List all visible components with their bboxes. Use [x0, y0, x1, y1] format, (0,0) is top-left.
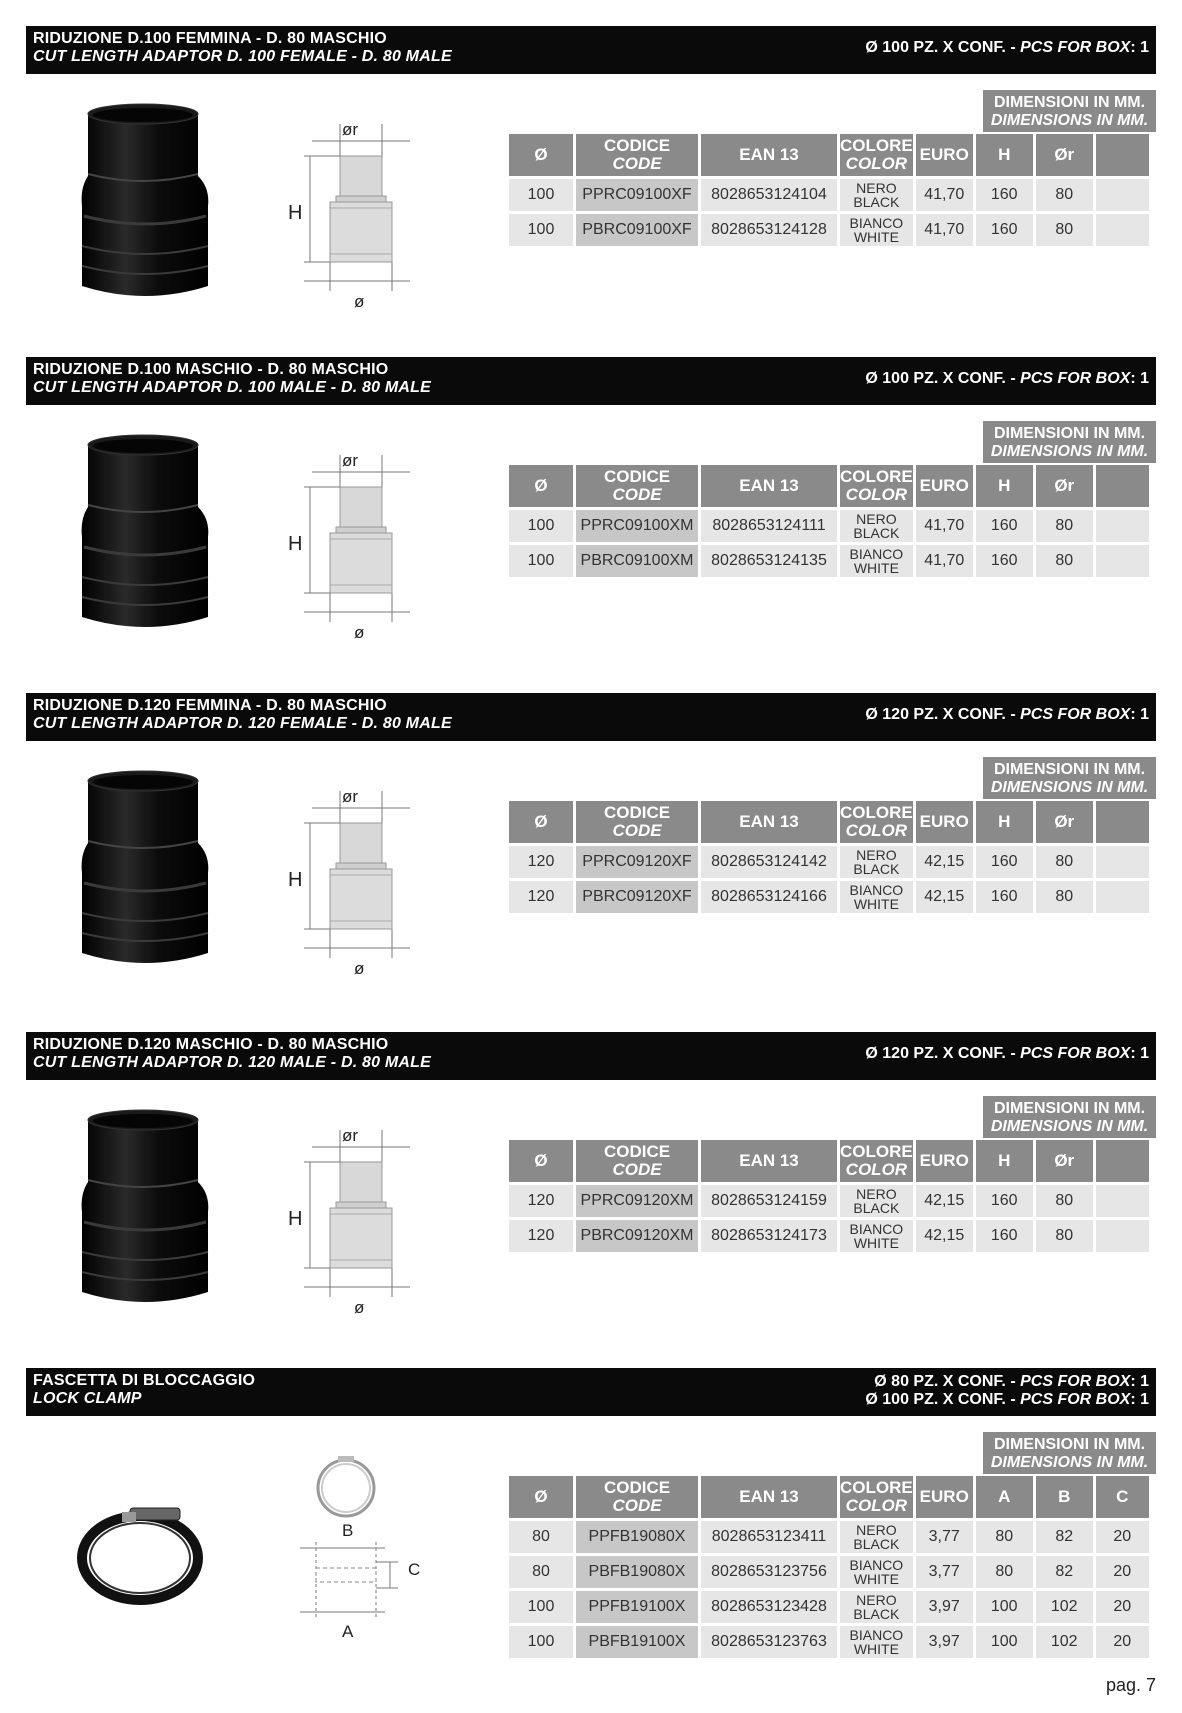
column-header-euro: EURO: [916, 134, 973, 176]
cell-d: 100: [509, 214, 573, 246]
pieces-label: Ø 80 PZ. X CONF. -: [874, 1373, 1021, 1390]
column-header-ean: EAN 13: [701, 1476, 837, 1518]
drawing-label-a: A: [342, 1622, 354, 1641]
product-image: [60, 96, 230, 316]
cell-code: PBRC09100XF: [576, 214, 698, 246]
cell-c2: 80: [1036, 510, 1093, 542]
pieces-label: Ø 100 PZ. X CONF. -: [865, 1391, 1021, 1408]
cell-ean: 8028653124142: [701, 846, 837, 878]
column-header-d: Ø: [509, 465, 573, 507]
pieces-label: Ø 120 PZ. X CONF. -: [865, 1045, 1021, 1062]
cell-code: PPRC09120XM: [576, 1185, 698, 1217]
cell-c3: 20: [1096, 1626, 1149, 1658]
cell-euro: 41,70: [916, 545, 973, 577]
cell-code: PBFB19080X: [576, 1556, 698, 1588]
pieces-label-en: PCS FOR BOX: [1020, 39, 1131, 56]
drawing-label-c: C: [408, 1560, 421, 1579]
section-title-en: CUT LENGTH ADAPTOR D. 120 FEMALE - D. 80 MALE: [33, 715, 452, 732]
column-header-c2: Ør: [1036, 1140, 1093, 1182]
pieces-label: Ø 100 PZ. X CONF. -: [865, 39, 1021, 56]
cell-c3: [1096, 179, 1149, 211]
drawing-label-d: ø: [354, 623, 365, 642]
product-image: [60, 427, 230, 647]
product-photo: [60, 1102, 230, 1322]
cell-c2: 80: [1036, 545, 1093, 577]
cell-color: [840, 881, 913, 913]
column-header-color-en: COLOR: [845, 821, 908, 840]
table-header-row: [509, 801, 1149, 843]
cell-d: 80: [509, 1556, 573, 1588]
cell-c1: 160: [976, 1220, 1033, 1252]
table-header-row: [509, 1476, 1149, 1518]
table-row: [509, 881, 1149, 913]
column-header-ean: EAN 13: [701, 134, 837, 176]
cell-color-en: BLACK: [853, 861, 900, 877]
cell-d: 100: [509, 179, 573, 211]
cell-code: PBFB19100X: [576, 1626, 698, 1658]
pieces-per-box: [865, 39, 1149, 57]
pieces-per-box: [865, 706, 1149, 724]
cell-c2: 82: [1036, 1521, 1093, 1553]
cell-color-it: NERO: [856, 511, 897, 527]
cell-ean: 8028653124135: [701, 545, 837, 577]
section-title-en: LOCK CLAMP: [33, 1390, 142, 1407]
cell-color-it: NERO: [856, 847, 897, 863]
dimensions-label-it: DIMENSIONI IN MM.: [993, 425, 1146, 442]
column-header-color: [840, 1140, 913, 1182]
technical-drawing: [290, 763, 430, 983]
column-header-c3: [1096, 801, 1149, 843]
cell-euro: 42,15: [916, 1220, 973, 1252]
cell-c2: 80: [1036, 1185, 1093, 1217]
product-image: [60, 763, 230, 983]
section-title-it: RIDUZIONE D.100 FEMMINA - D. 80 MASCHIO: [33, 30, 387, 47]
column-header-c1: H: [976, 1140, 1033, 1182]
cell-c2: 80: [1036, 1220, 1093, 1252]
column-header-color-en: COLOR: [845, 154, 908, 173]
column-header-code-en: CODE: [612, 154, 662, 173]
pieces-label-en: PCS FOR BOX: [1020, 1045, 1131, 1062]
cell-color: [840, 1591, 913, 1623]
pieces-count: : 1: [1130, 706, 1149, 723]
pieces-label-en: PCS FOR BOX: [1020, 1391, 1131, 1408]
product-section: [0, 1368, 1182, 1668]
column-header-ean: EAN 13: [701, 1140, 837, 1182]
cell-color: [840, 1626, 913, 1658]
cell-code: PBRC09120XM: [576, 1220, 698, 1252]
dimensions-label-en: DIMENSIONS IN MM.: [990, 112, 1149, 129]
cell-ean: 8028653124111: [701, 510, 837, 542]
table-row: [509, 510, 1149, 542]
technical-drawing: [290, 1102, 430, 1322]
drawing-label-b: B: [342, 1521, 354, 1540]
cell-color-it: BIANCO: [849, 215, 904, 231]
cell-ean: 8028653123411: [701, 1521, 837, 1553]
column-header-euro: EURO: [916, 1140, 973, 1182]
cell-c1: 160: [976, 881, 1033, 913]
column-header-color-it: COLORE: [840, 467, 913, 486]
dimensions-header: [983, 1096, 1156, 1138]
cell-color-en: WHITE: [853, 560, 899, 576]
column-header-c2: Ør: [1036, 465, 1093, 507]
drawing-label-h: H: [288, 202, 303, 224]
column-header-color-it: COLORE: [840, 803, 913, 822]
cell-color: [840, 1521, 913, 1553]
column-header-code-it: CODICE: [603, 803, 671, 822]
cell-d: 120: [509, 1185, 573, 1217]
column-header-c1: A: [976, 1476, 1033, 1518]
cell-c3: [1096, 214, 1149, 246]
table-header-row: [509, 134, 1149, 176]
column-header-d: Ø: [509, 1140, 573, 1182]
cell-code: PPFB19100X: [576, 1591, 698, 1623]
column-header-c3: [1096, 134, 1149, 176]
cell-c2: 102: [1036, 1626, 1093, 1658]
cell-c1: 160: [976, 179, 1033, 211]
cell-d: 120: [509, 846, 573, 878]
cell-color-it: NERO: [856, 1186, 897, 1202]
cell-color-en: BLACK: [853, 1536, 900, 1552]
pieces-per-box: [874, 1373, 1149, 1391]
column-header-c1: H: [976, 465, 1033, 507]
cell-euro: 41,70: [916, 214, 973, 246]
cell-code: PPRC09120XF: [576, 846, 698, 878]
section-header-bar: [26, 1032, 1156, 1080]
pieces-label: Ø 100 PZ. X CONF. -: [865, 370, 1021, 387]
pieces-label: Ø 120 PZ. X CONF. -: [865, 706, 1021, 723]
cell-color: [840, 1220, 913, 1252]
cell-color-it: BIANCO: [849, 546, 904, 562]
cell-color-it: NERO: [856, 1592, 897, 1608]
column-header-euro: EURO: [916, 465, 973, 507]
column-header-c2: Ør: [1036, 801, 1093, 843]
table-row: [509, 214, 1149, 246]
product-table: [506, 131, 1152, 249]
drawing-label-r: ør: [342, 787, 359, 806]
cell-code: PPFB19080X: [576, 1521, 698, 1553]
column-header-color: [840, 465, 913, 507]
cell-c3: [1096, 510, 1149, 542]
table-header-row: [509, 1140, 1149, 1182]
dimensions-label-en: DIMENSIONS IN MM.: [990, 443, 1149, 460]
cell-ean: 8028653123428: [701, 1591, 837, 1623]
column-header-c2: Ør: [1036, 134, 1093, 176]
column-header-code: [576, 1140, 698, 1182]
pieces-count: : 1: [1130, 370, 1149, 387]
cell-d: 100: [509, 510, 573, 542]
cell-c2: 80: [1036, 881, 1093, 913]
section-title-en: CUT LENGTH ADAPTOR D. 120 MALE - D. 80 MALE: [33, 1054, 431, 1071]
cell-color: [840, 1185, 913, 1217]
column-header-c2: B: [1036, 1476, 1093, 1518]
pieces-label-en: PCS FOR BOX: [1020, 706, 1131, 723]
cell-d: 100: [509, 1626, 573, 1658]
column-header-color: [840, 801, 913, 843]
cell-c1: 160: [976, 846, 1033, 878]
dimension-drawing: [290, 1102, 430, 1322]
product-table: [506, 1473, 1152, 1661]
technical-drawing: [290, 1438, 430, 1658]
cell-euro: 41,70: [916, 179, 973, 211]
dimensions-label-it: DIMENSIONI IN MM.: [993, 94, 1146, 111]
table-row: [509, 179, 1149, 211]
column-header-c3: C: [1096, 1476, 1149, 1518]
table-row: [509, 1556, 1149, 1588]
cell-ean: 8028653124159: [701, 1185, 837, 1217]
column-header-code-en: CODE: [612, 821, 662, 840]
section-title-en: CUT LENGTH ADAPTOR D. 100 FEMALE - D. 80 MALE: [33, 48, 452, 65]
column-header-code: [576, 134, 698, 176]
cell-c1: 160: [976, 1185, 1033, 1217]
table-header-row: [509, 465, 1149, 507]
cell-color-it: BIANCO: [849, 1627, 904, 1643]
table-row: [509, 846, 1149, 878]
cell-color-it: BIANCO: [849, 882, 904, 898]
table-row: [509, 1220, 1149, 1252]
cell-c1: 80: [976, 1556, 1033, 1588]
pieces-per-box: [865, 1391, 1149, 1409]
pieces-count: : 1: [1130, 39, 1149, 56]
column-header-ean: EAN 13: [701, 465, 837, 507]
dimensions-label-en: DIMENSIONS IN MM.: [990, 1454, 1149, 1471]
cell-ean: 8028653124128: [701, 214, 837, 246]
product-table: [506, 462, 1152, 580]
drawing-label-h: H: [288, 869, 303, 891]
dimension-drawing: [290, 96, 430, 316]
cell-c3: 20: [1096, 1556, 1149, 1588]
product-image: [60, 1102, 230, 1322]
cell-euro: 3,97: [916, 1591, 973, 1623]
cell-c1: 160: [976, 510, 1033, 542]
column-header-c1: H: [976, 801, 1033, 843]
cell-d: 120: [509, 1220, 573, 1252]
cell-color-en: WHITE: [853, 896, 899, 912]
product-table: [506, 798, 1152, 916]
cell-c3: 20: [1096, 1521, 1149, 1553]
cell-ean: 8028653124173: [701, 1220, 837, 1252]
dimensions-label-en: DIMENSIONS IN MM.: [990, 779, 1149, 796]
product-section: [0, 693, 1182, 993]
cell-color: [840, 545, 913, 577]
column-header-code-it: CODICE: [603, 1478, 671, 1497]
column-header-code-it: CODICE: [603, 136, 671, 155]
cell-euro: 3,77: [916, 1556, 973, 1588]
dimensions-label-it: DIMENSIONI IN MM.: [993, 1436, 1146, 1453]
section-header-bar: [26, 693, 1156, 741]
technical-drawing: [290, 96, 430, 316]
cell-color-it: BIANCO: [849, 1221, 904, 1237]
cell-c3: [1096, 1220, 1149, 1252]
cell-color-en: BLACK: [853, 1200, 900, 1216]
column-header-color-it: COLORE: [840, 1142, 913, 1161]
cell-code: PPRC09100XF: [576, 179, 698, 211]
column-header-c1: H: [976, 134, 1033, 176]
drawing-label-r: ør: [342, 120, 359, 139]
drawing-label-r: ør: [342, 451, 359, 470]
cell-c2: 82: [1036, 1556, 1093, 1588]
pieces-label-en: PCS FOR BOX: [1020, 1373, 1131, 1390]
dimensions-header: [983, 90, 1156, 132]
column-header-code-en: CODE: [612, 1496, 662, 1515]
cell-c1: 100: [976, 1626, 1033, 1658]
dimensions-header: [983, 421, 1156, 463]
product-section: [0, 357, 1182, 657]
dimensions-header: [983, 1432, 1156, 1474]
column-header-code-it: CODICE: [603, 1142, 671, 1161]
column-header-color-it: COLORE: [840, 1478, 913, 1497]
column-header-color-it: COLORE: [840, 136, 913, 155]
dimension-drawing: [290, 763, 430, 983]
cell-color-en: WHITE: [853, 1571, 899, 1587]
table-row: [509, 1591, 1149, 1623]
product-photo: [60, 763, 230, 983]
section-header-bar: [26, 26, 1156, 74]
dimensions-label-it: DIMENSIONI IN MM.: [993, 1100, 1146, 1117]
cell-color-en: WHITE: [853, 1235, 899, 1251]
cell-color-it: BIANCO: [849, 1557, 904, 1573]
dimension-drawing: [290, 427, 430, 647]
drawing-label-d: ø: [354, 292, 365, 311]
pieces-count: : 1: [1130, 1391, 1149, 1408]
drawing-label-r: ør: [342, 1126, 359, 1145]
column-header-code: [576, 801, 698, 843]
cell-code: PPRC09100XM: [576, 510, 698, 542]
column-header-d: Ø: [509, 801, 573, 843]
cell-code: PBRC09100XM: [576, 545, 698, 577]
product-photo: [60, 427, 230, 647]
column-header-color: [840, 1476, 913, 1518]
pieces-count: : 1: [1130, 1045, 1149, 1062]
cell-c3: [1096, 881, 1149, 913]
cell-d: 100: [509, 545, 573, 577]
product-photo: [60, 96, 230, 316]
column-header-code-en: CODE: [612, 485, 662, 504]
cell-c1: 160: [976, 214, 1033, 246]
cell-c3: [1096, 1185, 1149, 1217]
table-row: [509, 545, 1149, 577]
column-header-c3: [1096, 1140, 1149, 1182]
column-header-color-en: COLOR: [845, 485, 908, 504]
column-header-code: [576, 465, 698, 507]
section-header-bar: [26, 357, 1156, 405]
cell-c2: 80: [1036, 179, 1093, 211]
cell-color-it: NERO: [856, 1522, 897, 1538]
cell-d: 100: [509, 1591, 573, 1623]
column-header-d: Ø: [509, 1476, 573, 1518]
cell-c1: 160: [976, 545, 1033, 577]
table-row: [509, 1521, 1149, 1553]
cell-euro: 42,15: [916, 846, 973, 878]
section-title-it: RIDUZIONE D.100 MASCHIO - D. 80 MASCHIO: [33, 361, 389, 378]
cell-color-en: BLACK: [853, 525, 900, 541]
section-title-it: FASCETTA DI BLOCCAGGIO: [33, 1372, 256, 1389]
cell-ean: 8028653123756: [701, 1556, 837, 1588]
product-section: [0, 26, 1182, 326]
drawing-label-d: ø: [354, 1298, 365, 1317]
cell-c2: 80: [1036, 846, 1093, 878]
column-header-euro: EURO: [916, 1476, 973, 1518]
cell-euro: 42,15: [916, 1185, 973, 1217]
product-table: [506, 1137, 1152, 1255]
product-section: [0, 1032, 1182, 1332]
cell-color-en: BLACK: [853, 1606, 900, 1622]
cell-color: [840, 510, 913, 542]
dimensions-label-it: DIMENSIONI IN MM.: [993, 761, 1146, 778]
cell-color: [840, 1556, 913, 1588]
cell-c3: 20: [1096, 1591, 1149, 1623]
pieces-per-box: [865, 370, 1149, 388]
dimensions-label-en: DIMENSIONS IN MM.: [990, 1118, 1149, 1135]
technical-drawing: [290, 427, 430, 647]
pieces-per-box: [865, 1045, 1149, 1063]
cell-c3: [1096, 846, 1149, 878]
pieces-label-en: PCS FOR BOX: [1020, 370, 1131, 387]
cell-ean: 8028653124104: [701, 179, 837, 211]
drawing-label-h: H: [288, 1208, 303, 1230]
column-header-ean: EAN 13: [701, 801, 837, 843]
drawing-label-d: ø: [354, 959, 365, 978]
cell-c1: 100: [976, 1591, 1033, 1623]
cell-d: 120: [509, 881, 573, 913]
cell-c1: 80: [976, 1521, 1033, 1553]
cell-euro: 3,77: [916, 1521, 973, 1553]
cell-color-en: BLACK: [853, 194, 900, 210]
product-photo: [60, 1438, 230, 1658]
section-title-it: RIDUZIONE D.120 FEMMINA - D. 80 MASCHIO: [33, 697, 387, 714]
cell-color: [840, 846, 913, 878]
cell-color-it: NERO: [856, 180, 897, 196]
cell-c2: 80: [1036, 214, 1093, 246]
column-header-euro: EURO: [916, 801, 973, 843]
section-header-bar: [26, 1368, 1156, 1416]
cell-d: 80: [509, 1521, 573, 1553]
section-title-it: RIDUZIONE D.120 MASCHIO - D. 80 MASCHIO: [33, 1036, 389, 1053]
cell-ean: 8028653123763: [701, 1626, 837, 1658]
column-header-d: Ø: [509, 134, 573, 176]
product-image: [60, 1438, 230, 1658]
column-header-code-it: CODICE: [603, 467, 671, 486]
cell-code: PBRC09120XF: [576, 881, 698, 913]
column-header-code: [576, 1476, 698, 1518]
column-header-color: [840, 134, 913, 176]
drawing-label-h: H: [288, 533, 303, 555]
cell-euro: 42,15: [916, 881, 973, 913]
cell-euro: 41,70: [916, 510, 973, 542]
cell-color-en: WHITE: [853, 1641, 899, 1657]
page-number: pag. 7: [1105, 1675, 1156, 1695]
cell-ean: 8028653124166: [701, 881, 837, 913]
dimension-drawing: [290, 1438, 430, 1658]
cell-color: [840, 179, 913, 211]
section-title-en: CUT LENGTH ADAPTOR D. 100 MALE - D. 80 MALE: [33, 379, 431, 396]
table-row: [509, 1626, 1149, 1658]
column-header-color-en: COLOR: [845, 1496, 908, 1515]
column-header-c3: [1096, 465, 1149, 507]
column-header-color-en: COLOR: [845, 1160, 908, 1179]
cell-c3: [1096, 545, 1149, 577]
cell-c2: 102: [1036, 1591, 1093, 1623]
dimensions-header: [983, 757, 1156, 799]
cell-color: [840, 214, 913, 246]
cell-euro: 3,97: [916, 1626, 973, 1658]
pieces-count: : 1: [1130, 1373, 1149, 1390]
cell-color-en: WHITE: [853, 229, 899, 245]
column-header-code-en: CODE: [612, 1160, 662, 1179]
table-row: [509, 1185, 1149, 1217]
